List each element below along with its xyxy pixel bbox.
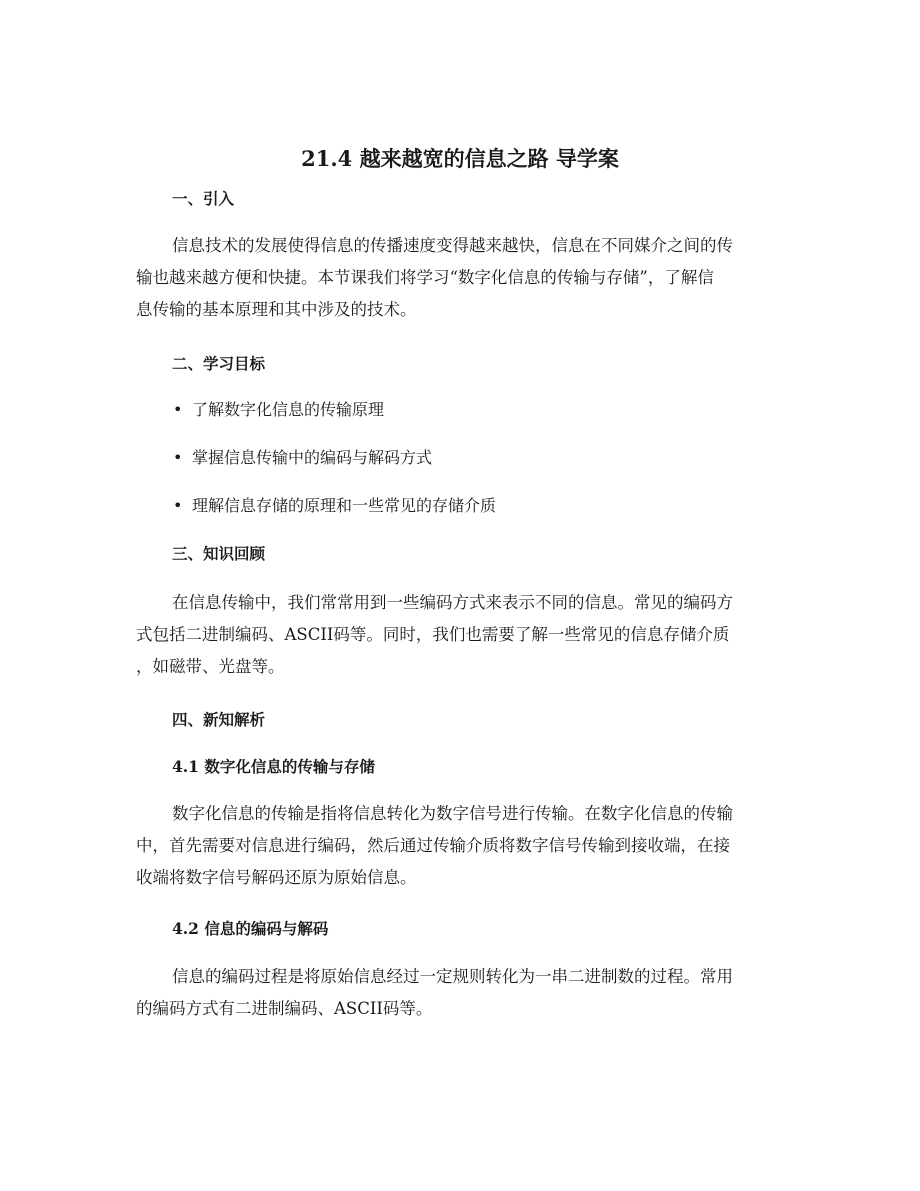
section-intro xyxy=(172,184,747,214)
section-heading-review: 三、知识回顾 xyxy=(172,544,266,563)
list-item-text: 理解信息存储的原理和一些常见的存储介质 xyxy=(192,496,497,515)
subsection-heading-4-2: 4.2 信息的编码与解码 xyxy=(172,919,329,938)
paragraph-line: 数字化信息的传输是指将信息转化为数字信号进行传输。在数字化信息的传输 xyxy=(172,804,733,823)
paragraph-line: 收端将数字信号解码还原为原始信息。 xyxy=(136,868,417,887)
page-title: 21.4 越来越宽的信息之路 导学案 xyxy=(301,146,619,171)
list-item xyxy=(172,395,384,425)
paragraph-line: 在信息传输中，我们常常用到一些编码方式来表示不同的信息。常见的编码方 xyxy=(172,593,733,612)
bullet-icon: • xyxy=(173,448,183,467)
paragraph-line: 信息技术的发展使得信息的传播速度变得越来越快，信息在不同媒介之间的传 xyxy=(172,236,733,255)
subsection-4-1-paragraph xyxy=(136,798,747,894)
section-heading-intro: 一、引入 xyxy=(172,189,235,208)
review-paragraph xyxy=(136,587,747,683)
paragraph-line: 信息的编码过程是将原始信息经过一定规则转化为一串二进制数的过程。常用 xyxy=(172,967,733,986)
list-item xyxy=(172,443,432,473)
list-item-text: 掌握信息传输中的编码与解码方式 xyxy=(192,448,433,467)
intro-paragraph xyxy=(136,230,747,326)
section-heading-goals: 二、学习目标 xyxy=(172,354,266,373)
section-heading-analysis: 四、新知解析 xyxy=(172,710,266,729)
paragraph-line: 输也越来越方便和快捷。本节课我们将学习“数字化信息的传输与存储”，了解信 xyxy=(136,268,714,287)
subsection-4-2-paragraph xyxy=(136,961,747,1025)
paragraph-line: 中，首先需要对信息进行编码，然后通过传输介质将数字信号传输到接收端，在接 xyxy=(136,836,730,855)
list-item-text: 了解数字化信息的传输原理 xyxy=(192,400,385,419)
bullet-icon: • xyxy=(173,496,183,515)
paragraph-line: ，如磁带、光盘等。 xyxy=(136,657,285,676)
paragraph-line: 式包括二进制编码、ASCII码等。同时，我们也需要了解一些常见的信息存储介质 xyxy=(136,625,730,644)
paragraph-line: 的编码方式有二进制编码、ASCII码等。 xyxy=(136,999,433,1018)
subsection-heading-4-1: 4.1 数字化信息的传输与存储 xyxy=(172,757,375,776)
list-item xyxy=(172,491,496,521)
paragraph-line: 息传输的基本原理和其中涉及的技术。 xyxy=(136,300,417,319)
bullet-icon: • xyxy=(173,400,183,419)
